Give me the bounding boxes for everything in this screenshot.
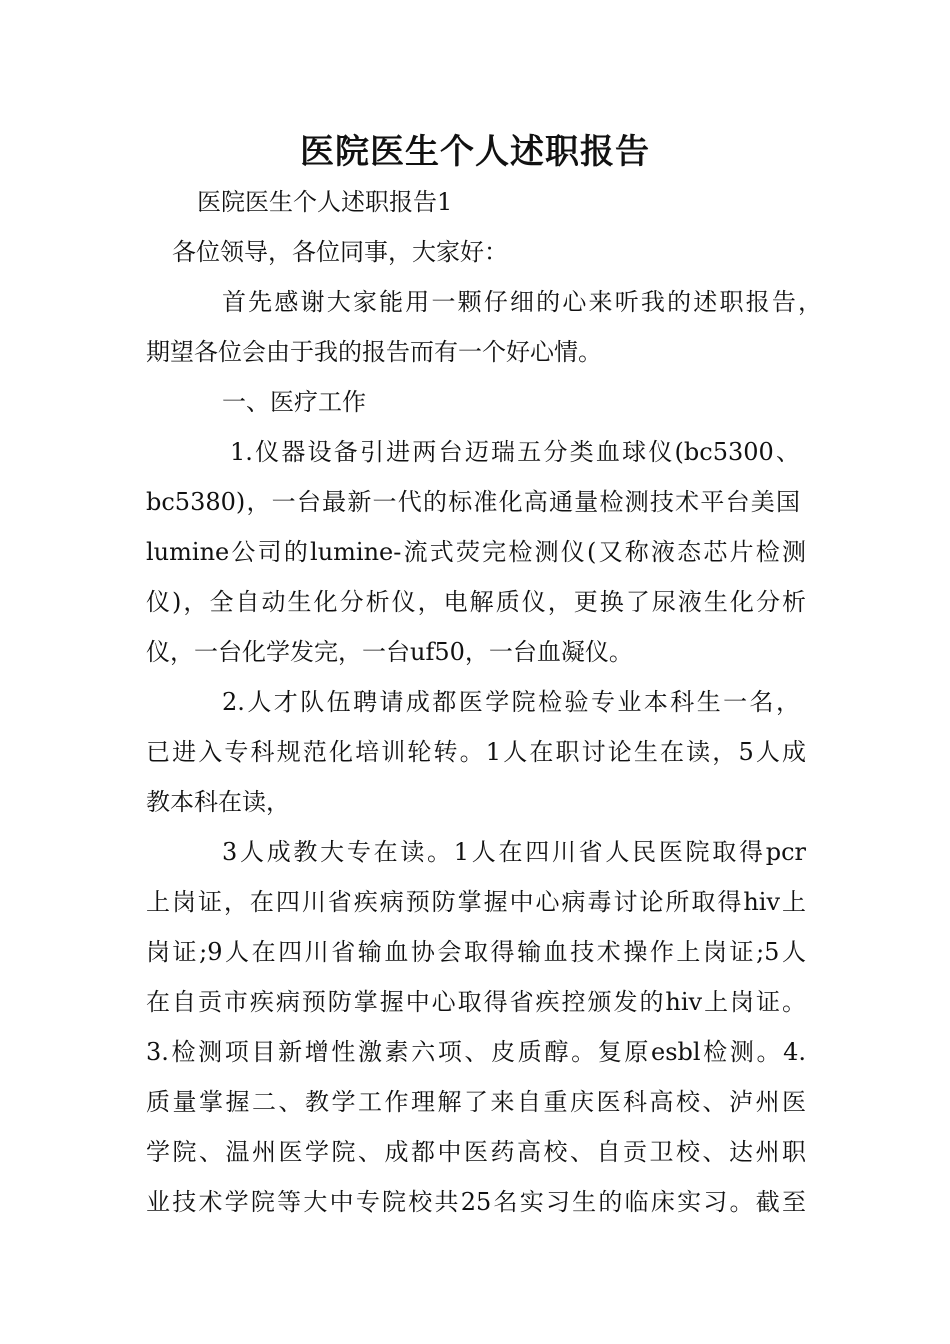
- paragraph-line: 3.检测项目新增性激素六项、皮质醇。复原esbl检测。4.: [146, 1038, 806, 1066]
- greeting-line: 各位领导，各位同事，大家好：: [172, 238, 508, 266]
- paragraph-line: 业技术学院等大中专院校共25名实习生的临床实习。截至: [146, 1188, 806, 1216]
- paragraph-line: 仪)，全自动生化分析仪，电解质仪，更换了尿液生化分析: [146, 588, 806, 616]
- section-subtitle: 医院医生个人述职报告1: [197, 188, 453, 216]
- paragraph-line: 学院、温州医学院、成都中医药高校、自贡卫校、达州职: [146, 1138, 806, 1166]
- paragraph-line: 岗证;9人在四川省输血协会取得输血技术操作上岗证;5人: [146, 938, 806, 966]
- paragraph-line: 3人成教大专在读。1人在四川省人民医院取得pcr: [222, 838, 806, 866]
- section-heading: 一、医疗工作: [222, 388, 366, 416]
- paragraph-line: lumine公司的lumine-流式荧完检测仪(又称液态芯片检测: [146, 538, 806, 566]
- document-title: 医院医生个人述职报告: [300, 132, 650, 172]
- paragraph-line: 在自贡市疾病预防掌握中心取得省疾控颁发的hiv上岗证。: [146, 988, 806, 1016]
- paragraph-line: 教本科在读，: [146, 788, 290, 816]
- paragraph-line: 期望各位会由于我的报告而有一个好心情。: [146, 338, 602, 366]
- paragraph-line: 首先感谢大家能用一颗仔细的心来听我的述职报告，: [222, 288, 822, 316]
- paragraph-line: 2.人才队伍聘请成都医学院检验专业本科生一名，: [222, 688, 800, 716]
- paragraph-line: 1.仪器设备引进两台迈瑞五分类血球仪(bc5300、: [230, 438, 800, 466]
- paragraph-line: bc5380)，一台最新一代的标准化高通量检测技术平台美国: [146, 488, 800, 516]
- paragraph-line: 上岗证，在四川省疾病预防掌握中心病毒讨论所取得hiv上: [146, 888, 806, 916]
- paragraph-line: 已进入专科规范化培训轮转。1人在职讨论生在读，5人成: [146, 738, 806, 766]
- paragraph-line: 质量掌握二、教学工作理解了来自重庆医科高校、泸州医: [146, 1088, 806, 1116]
- paragraph-line: 仪，一台化学发完，一台uf50，一台血凝仪。: [146, 638, 633, 666]
